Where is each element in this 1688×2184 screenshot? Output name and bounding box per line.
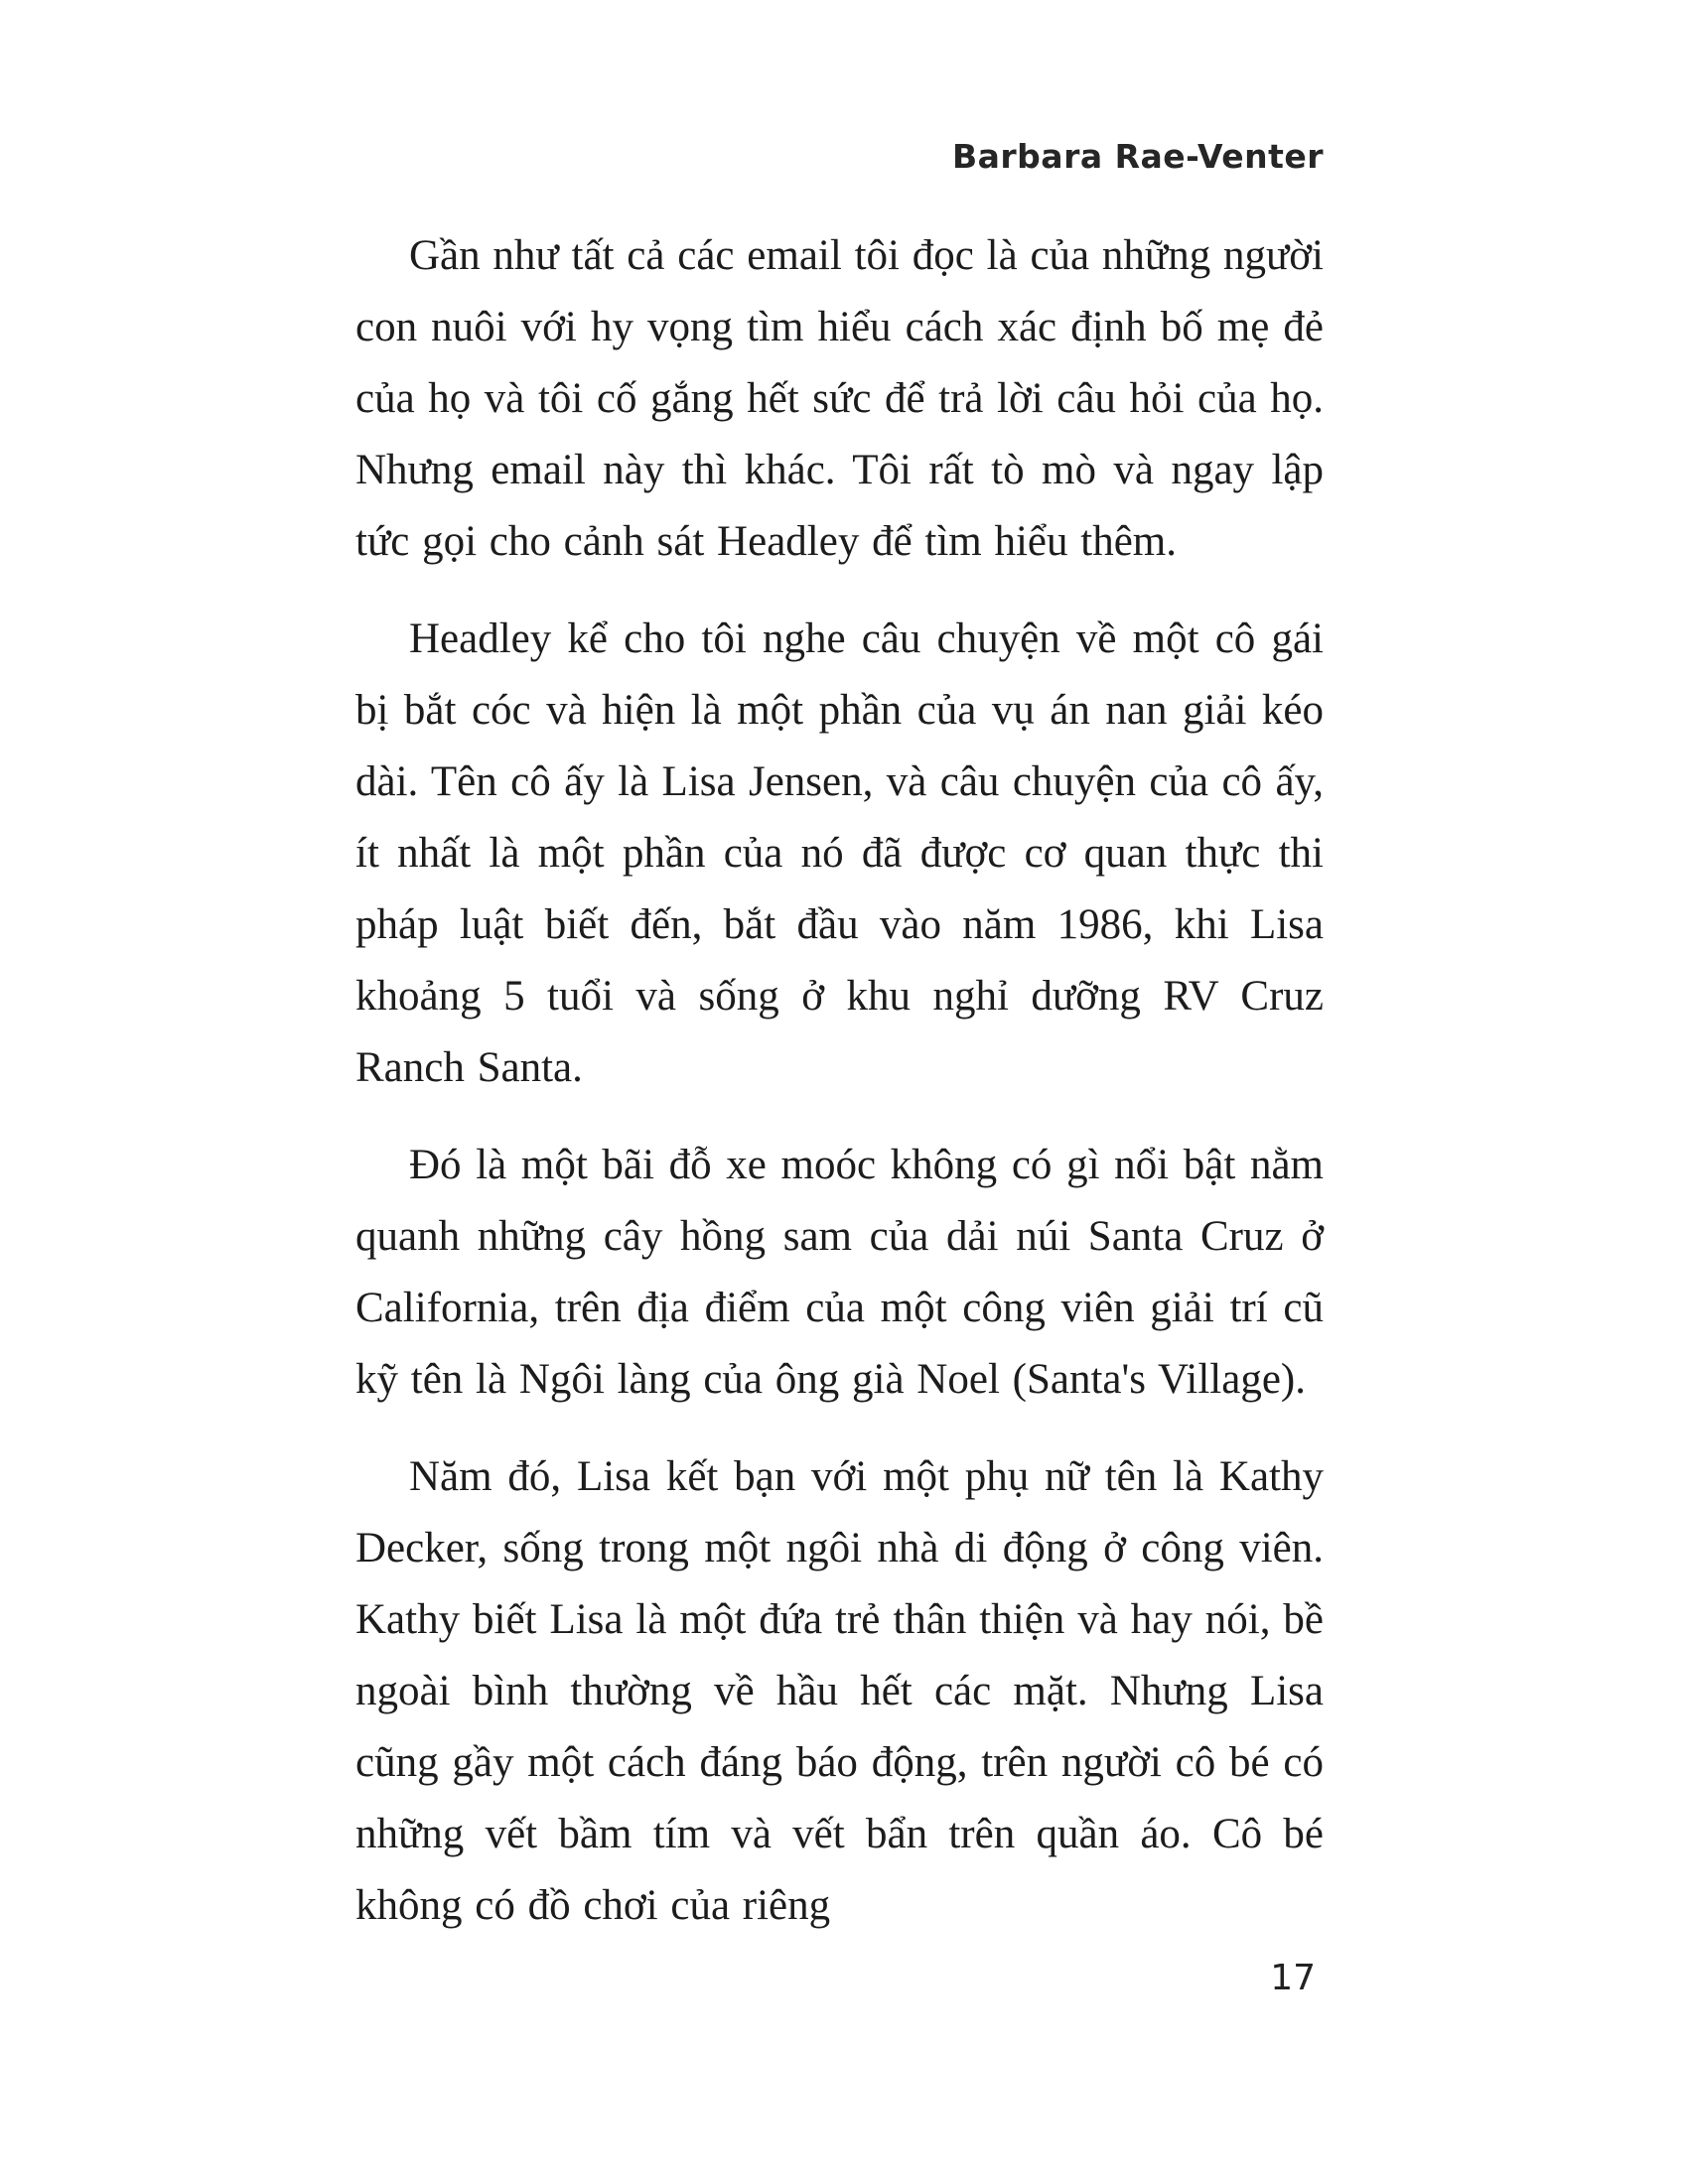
paragraph: Năm đó, Lisa kết bạn với một phụ nữ tên là Kathy Decker, sống trong một ngôi nhà di động ở công viên. Kathy biết Lisa là một đứa trẻ thân thiện và hay nói, bề ngoài bình thường về hầu hết các mặt. Nhưng Lisa cũng gầy một cách đáng báo động, trên người cô bé có những vết bầm tím và vết bẩn trên quần áo. Cô bé không có đồ chơi của riêng	[355, 1453, 1324, 1930]
page-number: 17	[1270, 1958, 1316, 1998]
paragraph: Đó là một bãi đỗ xe moóc không có gì nổi bật nằm quanh những cây hồng sam của dải núi Santa Cruz ở California, trên địa điểm của một công viên giải trí cũ kỹ tên là Ngôi làng của ông già Noel (Santa's Village).	[355, 1142, 1324, 1404]
book-page	[355, 0, 1324, 2184]
running-header-author: Barbara Rae-Venter	[951, 137, 1324, 176]
paragraph: Headley kể cho tôi nghe câu chuyện về một cô gái bị bắt cóc và hiện là một phần của vụ án nan giải kéo dài. Tên cô ấy là Lisa Jensen, và câu chuyện của cô ấy, ít nhất là một phần của nó đã được cơ quan thực thi pháp luật biết đến, bắt đầu vào năm 1986, khi Lisa khoảng 5 tuổi và sống ở khu nghỉ dưỡng RV Cruz Ranch Santa.	[355, 615, 1324, 1092]
body-text	[355, 220, 1324, 1942]
paragraph: Gần như tất cả các email tôi đọc là của những người con nuôi với hy vọng tìm hiểu cách xác định bố mẹ đẻ của họ và tôi cố gắng hết sức để trả lời câu hỏi của họ. Nhưng email này thì khác. Tôi rất tò mò và ngay lập tức gọi cho cảnh sát Headley để tìm hiểu thêm.	[355, 232, 1324, 566]
